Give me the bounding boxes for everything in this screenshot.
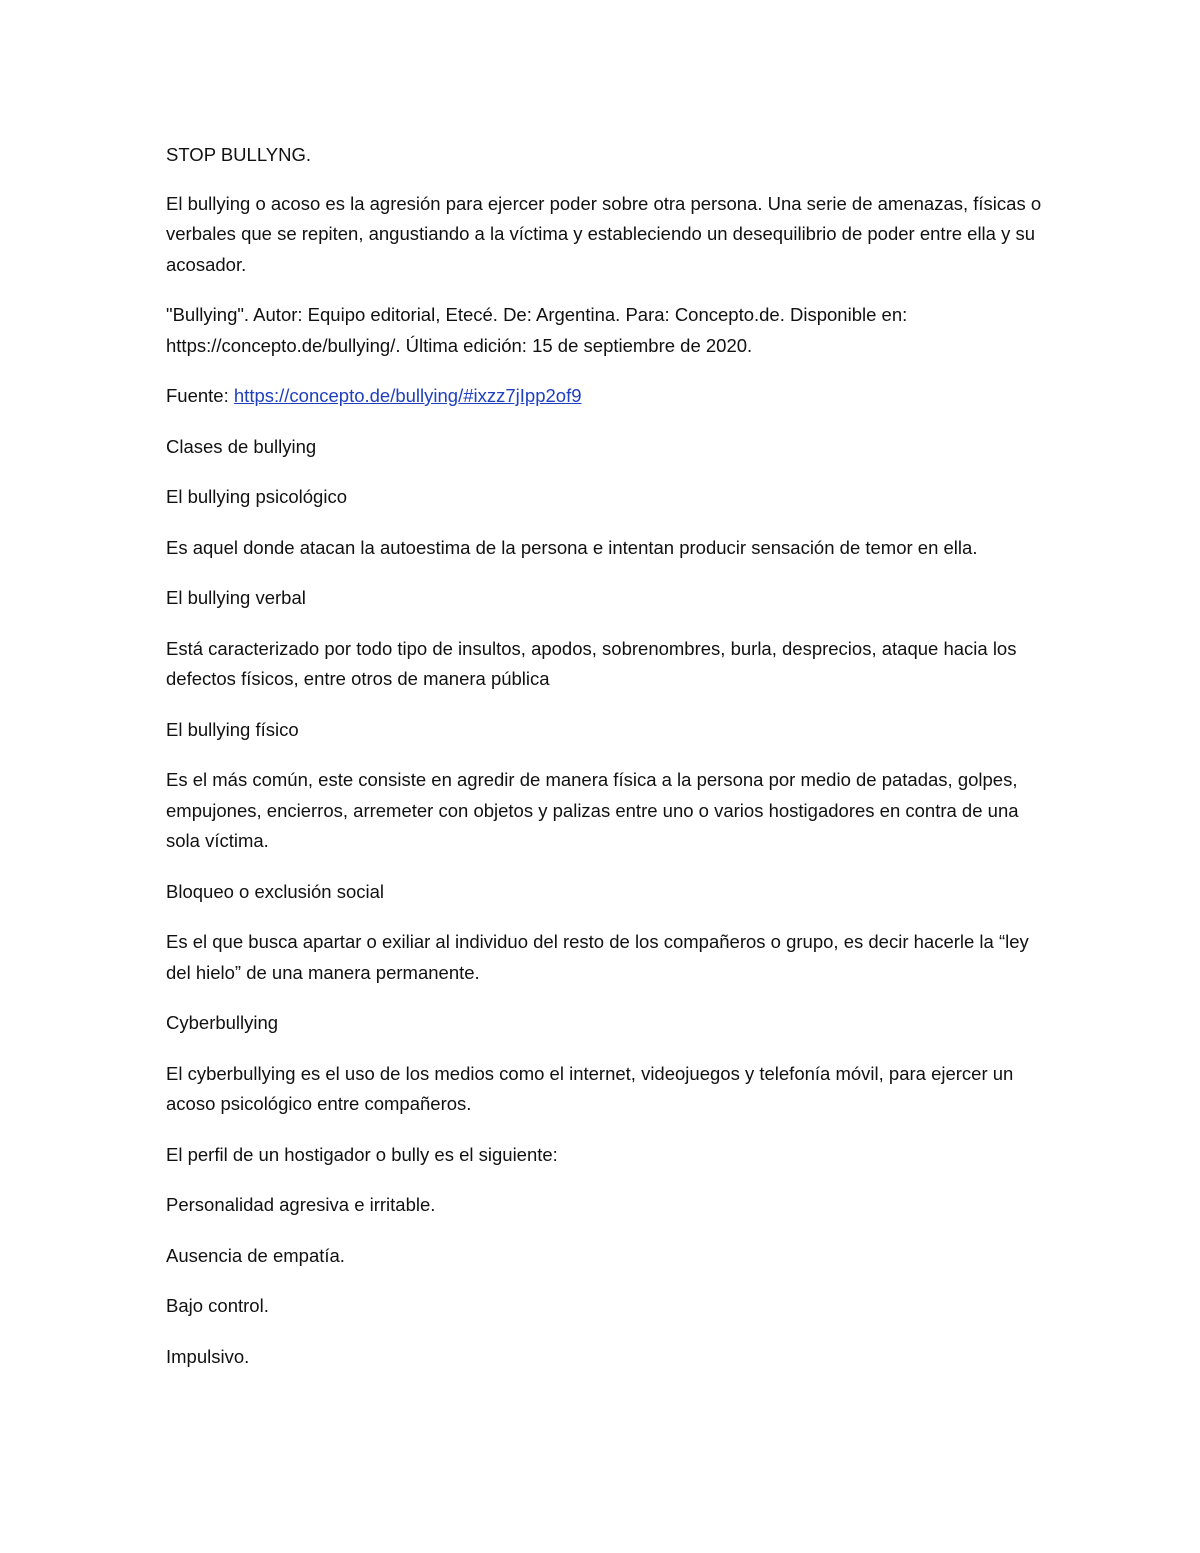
- citation-paragraph: "Bullying". Autor: Equipo editorial, Etecé. De: Argentina. Para: Concepto.de. Disponible en: https://concepto.de/bullying/. Última edición: 15 de septiembre de 2020.: [166, 304, 908, 356]
- trait-item: Ausencia de empatía.: [166, 1244, 345, 1266]
- section-heading-verbal: El bullying verbal: [166, 587, 306, 608]
- social-paragraph: Es el que busca apartar o exiliar al individuo del resto de los compañeros o grupo, es decir hacerle la “ley del hielo” de una manera permanente.: [166, 931, 1029, 983]
- section-heading-social: Bloqueo o exclusión social: [166, 880, 385, 902]
- section-heading-classes: Clases de bullying: [166, 435, 317, 457]
- source-line: [166, 381, 1046, 412]
- cyber-paragraph: El cyberbullying es el uso de los medios como el internet, videojuegos y telefonía móvil, para ejercer un acoso psicológico entre compañeros.: [166, 1062, 1014, 1114]
- physical-paragraph: Es el más común, este consiste en agredir de manera física a la persona por medio de patadas, golpes, empujones, encierros, arremeter con objetos y palizas entre uno o varios hostigadores en contra de una sola víctima.: [166, 769, 1019, 851]
- intro-paragraph: El bullying o acoso es la agresión para ejercer poder sobre otra persona. Una serie de amenazas, físicas o verbales que se repiten, angustiando a la víctima y estableciendo un desequilibrio de poder entre ella y su acosador.: [166, 192, 1042, 275]
- section-heading-physical: El bullying físico: [166, 718, 299, 740]
- section-heading-psych: El bullying psicológico: [166, 486, 347, 507]
- trait-item: Impulsivo.: [166, 1345, 250, 1367]
- trait-item: Bajo control.: [166, 1295, 269, 1316]
- document-body: [166, 140, 1046, 1392]
- verbal-paragraph: Está caracterizado por todo tipo de insultos, apodos, sobrenombres, burla, desprecios, ataque hacia los defectos físicos, entre otros de manera pública: [166, 637, 1017, 689]
- profile-intro: El perfil de un hostigador o bully es el siguiente:: [166, 1143, 558, 1165]
- section-heading-cyber: Cyberbullying: [166, 1012, 279, 1033]
- trait-item: Personalidad agresiva e irritable.: [166, 1194, 436, 1215]
- source-link[interactable]: https://concepto.de/bullying/#ixzz7jIpp2of9: [233, 385, 582, 406]
- document-title: STOP BULLYNG.: [166, 144, 311, 165]
- psych-paragraph: Es aquel donde atacan la autoestima de la persona e intentan producir sensación de temor en ella.: [166, 536, 978, 558]
- source-label: Fuente:: [166, 385, 234, 406]
